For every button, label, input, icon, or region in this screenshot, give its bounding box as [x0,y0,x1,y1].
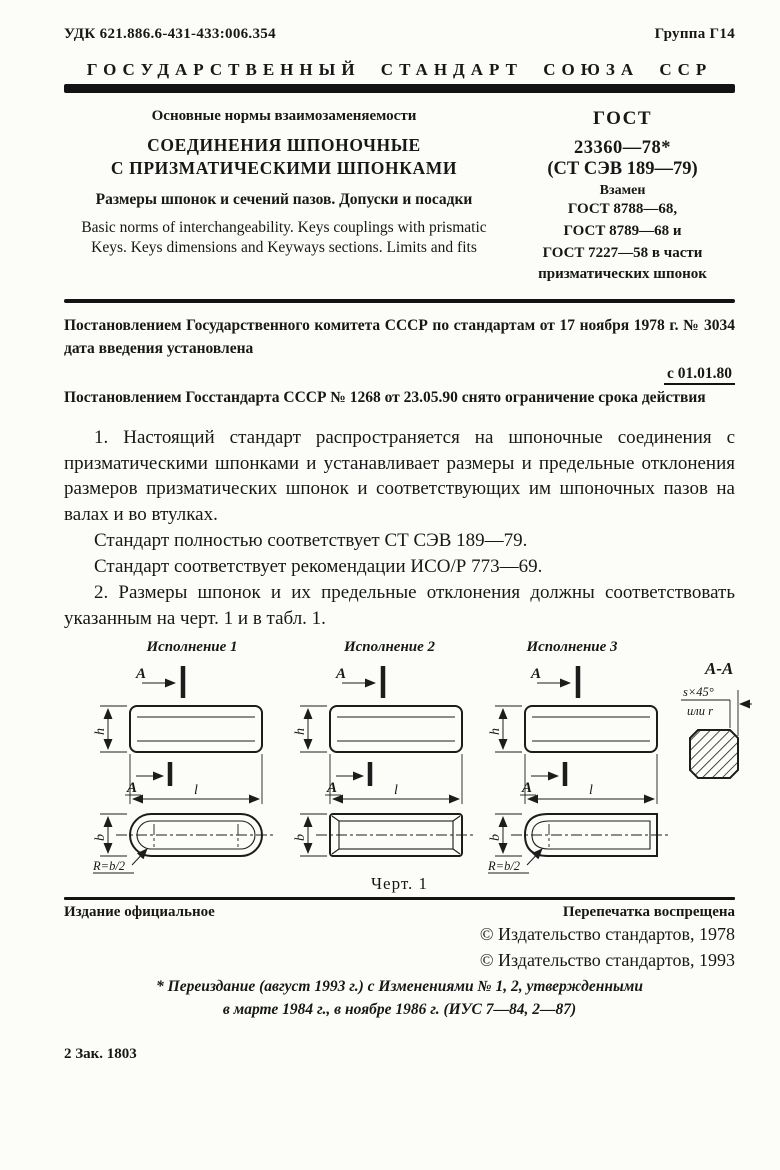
body-paragraph-1: 1. Настоящий стандарт распространяется на шпоночные соединения с призматическими шпонками и устанавливает размеры и предельные отклонения размеров призматических шпонок и соответствующих им шпоночных пазов на валах и во втулках. [64,426,735,526]
title-ru-line2: С ПРИЗМАТИЧЕСКИМИ ШПОНКАМИ [110,158,458,179]
order-number: 2 Зак. 1803 [64,1045,137,1062]
udk-code: УДК 621.886.6-431-433:006.354 [64,26,276,42]
dim-h-label: h [293,728,308,736]
radius-label: R=b/2 [488,859,521,874]
copyright-1978: © Издательство стандартов, 1978 [479,924,735,945]
variant-3-title: Исполнение 3 [526,639,618,656]
gost-label: ГОСТ [592,108,653,129]
cut-label-a: A [522,780,533,797]
variant-1-title: Исполнение 1 [146,639,238,656]
cut-label-a: A [136,666,147,683]
cut-label-a: A [336,666,347,683]
length-dimension [130,754,262,804]
section-cut-mark-top [530,666,578,698]
cut-label-a: A [127,780,138,797]
section-cut-mark-bottom [325,762,370,796]
gost-number: 23360—78* [574,138,671,158]
chamfer-alt-label: или r [687,704,713,719]
state-standard-banner: ГОСУДАРСТВЕННЫЙ СТАНДАРТ СОЮЗА ССР [86,60,713,79]
sev-number: (СТ СЭВ 189—79) [547,159,698,179]
section-a-a-label: A-A [705,659,734,679]
standard-body [64,425,735,632]
group-code: Группа Г14 [654,26,735,42]
official-edition-label: Издание официальное [64,904,215,921]
replaces-label: Взамен [599,183,646,198]
body-paragraph-2: Стандарт полностью соответствует СТ СЭВ 189—79. [94,530,528,552]
decree-block [64,315,735,410]
chamfer-label: s×45° [683,685,714,700]
section-view-a-a [681,659,752,778]
section-rule [64,299,735,303]
title-ru-line1: СОЕДИНЕНИЯ ШПОНОЧНЫЕ [147,135,421,155]
dim-l-label: l [589,783,593,799]
plan-view-square-ends [293,814,476,856]
effective-date-line [64,363,735,386]
effective-date: с 01.01.80 [664,365,735,385]
decree-paragraph-1: Постановлением Государственного комитета СССР по стандартам от 17 ноября 1978 г. № 3034 дата введения установлена [64,317,735,357]
footnote-line-1: * Переиздание (август 1993 г.) с Изменениями № 1, 2, утвержденными [156,978,643,996]
key-drawing-variant-3 [487,656,752,874]
side-view [293,706,462,752]
reprint-forbidden-label: Перепечатка воспрещена [562,904,735,921]
section-cut-mark-bottom [125,762,170,796]
replaces-line: ГОСТ 8788—68, [567,201,678,217]
dim-l-label: l [394,783,398,799]
udk-row [64,26,735,43]
key-drawing-variant-1 [92,656,292,874]
plan-view-rounded-one-end [487,814,671,873]
banner-rule [64,84,735,93]
dim-b-label: b [93,834,108,842]
title-block [64,108,504,286]
cut-label-a: A [327,780,338,797]
footer-row [64,904,735,921]
copyright-1993: © Издательство стандартов, 1993 [479,950,735,971]
figure-caption: Черт. 1 [370,874,429,894]
body-paragraph-4: 2. Размеры шпонок и их предельные отклонения должны соответствовать указанным на черт. 1 и в табл. 1. [64,581,735,629]
figure-chert-1 [64,639,735,874]
decree-paragraph-2: Постановлением Госстандарта СССР № 1268 от 23.05.90 снято ограничение срока действия [64,388,706,406]
dim-h-label: h [488,728,503,736]
footer-rule [64,897,735,900]
key-variant-2 [292,639,487,874]
plan-view-rounded-both-ends [92,814,276,873]
side-view [488,706,657,752]
key-variant-1 [92,639,292,874]
dim-b-label: b [293,834,308,842]
replaces-line: ГОСТ 7227—58 в части [542,244,703,261]
section-cut-mark-bottom [520,762,565,796]
length-dimension [525,754,657,804]
cut-label-a: A [531,666,542,683]
title-header [64,108,735,286]
dim-b-label: b [488,834,503,842]
standard-title-ru [64,134,504,180]
radius-label: R=b/2 [93,859,126,874]
replaces-line: призматических шпонок [538,266,707,283]
standard-category: Основные нормы взаимозаменяемости [151,108,417,124]
footnote-line-2: в марте 1984 г., в ноябре 1986 г. (ИУС 7—84, 2—87) [222,1001,577,1019]
variant-2-title: Исполнение 2 [343,639,436,656]
reissue-footnote [64,975,735,1022]
replaces-line: ГОСТ 8789—68 и [563,222,682,239]
length-dimension [330,754,462,804]
side-view [93,706,262,752]
dim-l-label: l [194,783,198,799]
key-variant-3 [487,639,752,874]
dim-h-label: h [93,728,108,736]
standard-title-en: Basic norms of interchangeability. Keys couplings with prismatic Keys. Keys dimensions and Keyways sections. Limits and fits [81,219,487,257]
designation-block [504,108,735,286]
section-cut-mark-top [335,666,383,698]
body-paragraph-3: Стандарт соответствует рекомендации ИСО/Р 773—69. [94,555,543,577]
section-cut-mark-top [135,666,183,698]
key-drawing-variant-2 [292,656,487,874]
standard-subtitle-ru: Размеры шпонок и сечений пазов. Допуски и посадки [95,191,473,209]
